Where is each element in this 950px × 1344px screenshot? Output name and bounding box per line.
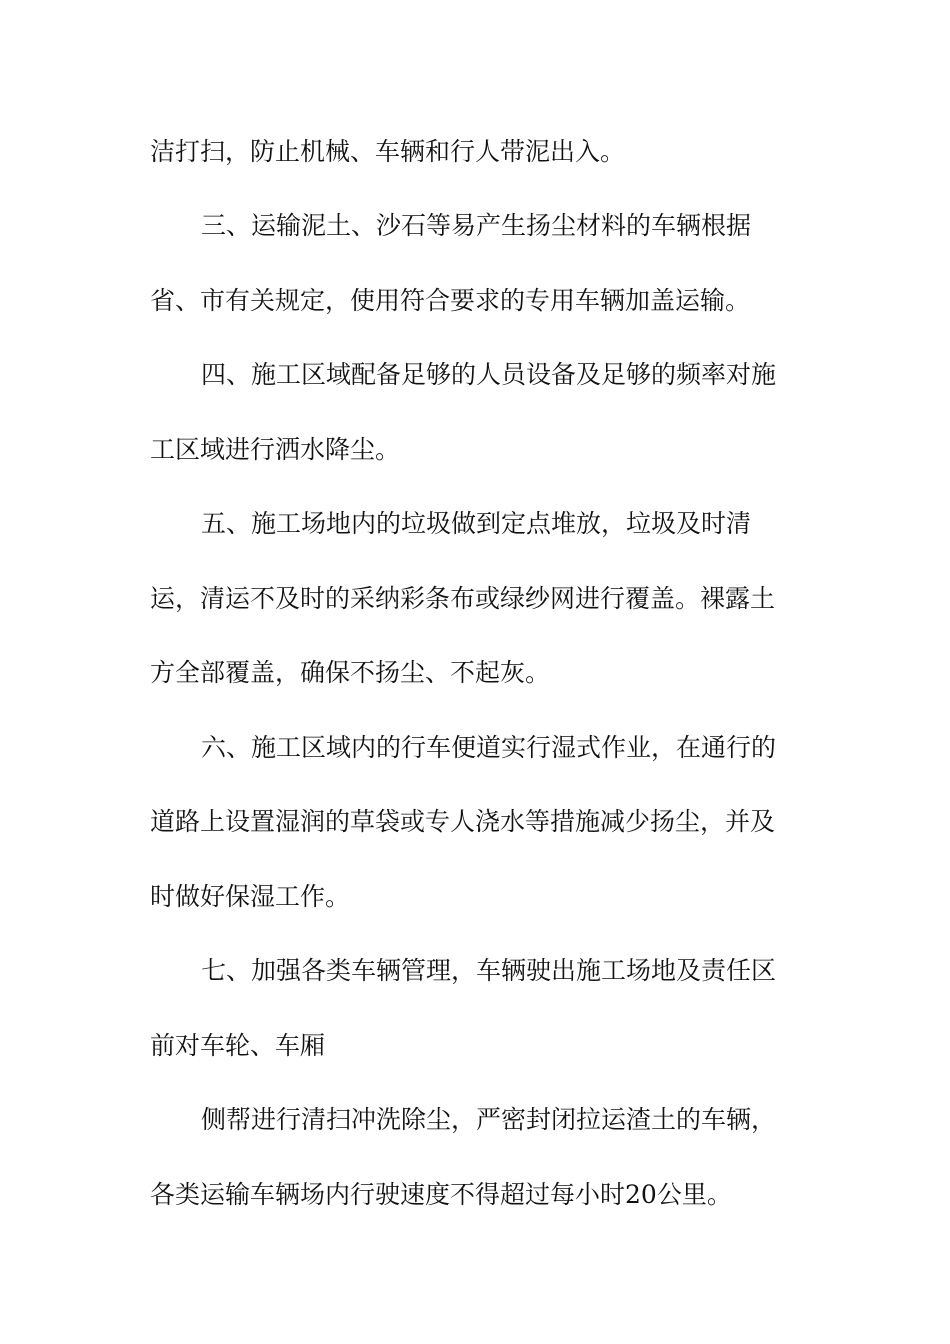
text-line: 洁打扫，防止机械、车辆和行人带泥出入。 — [150, 137, 626, 166]
text-line: 道路上设置湿润的草袋或专人浇水等措施减少扬尘，并及 — [150, 807, 776, 836]
text-line: 侧帮进行清扫冲洗除尘，严密封闭拉运渣土的车辆， — [201, 1105, 777, 1134]
text-line: 六、施工区域内的行车便道实行湿式作业，在通行的 — [201, 733, 777, 762]
text-line: 省、市有关规定，使用符合要求的专用车辆加盖运输。 — [150, 286, 751, 315]
text-line: 三、运输泥土、沙石等易产生扬尘材料的车辆根据 — [201, 211, 752, 240]
text-line: 运，清运不及时的采纳彩条布或绿纱网进行覆盖。裸露土 — [150, 584, 776, 613]
text-line: 四、施工区域配备足够的人员设备及足够的频率对施 — [201, 360, 777, 389]
text-line: 七、加强各类车辆管理，车辆驶出施工场地及责任区 — [201, 956, 777, 985]
text-line: 前对车轮、车厢 — [150, 1031, 326, 1060]
text-line: 时做好保湿工作。 — [150, 882, 351, 911]
text-line: 方全部覆盖，确保不扬尘、不起灰。 — [150, 658, 551, 687]
text-line: 工区域进行洒水降尘。 — [150, 435, 401, 464]
text-line: 各类运输车辆场内行驶速度不得超过每小时20公里。 — [150, 1180, 732, 1209]
text-line: 五、施工场地内的垃圾做到定点堆放，垃圾及时清 — [201, 509, 752, 538]
